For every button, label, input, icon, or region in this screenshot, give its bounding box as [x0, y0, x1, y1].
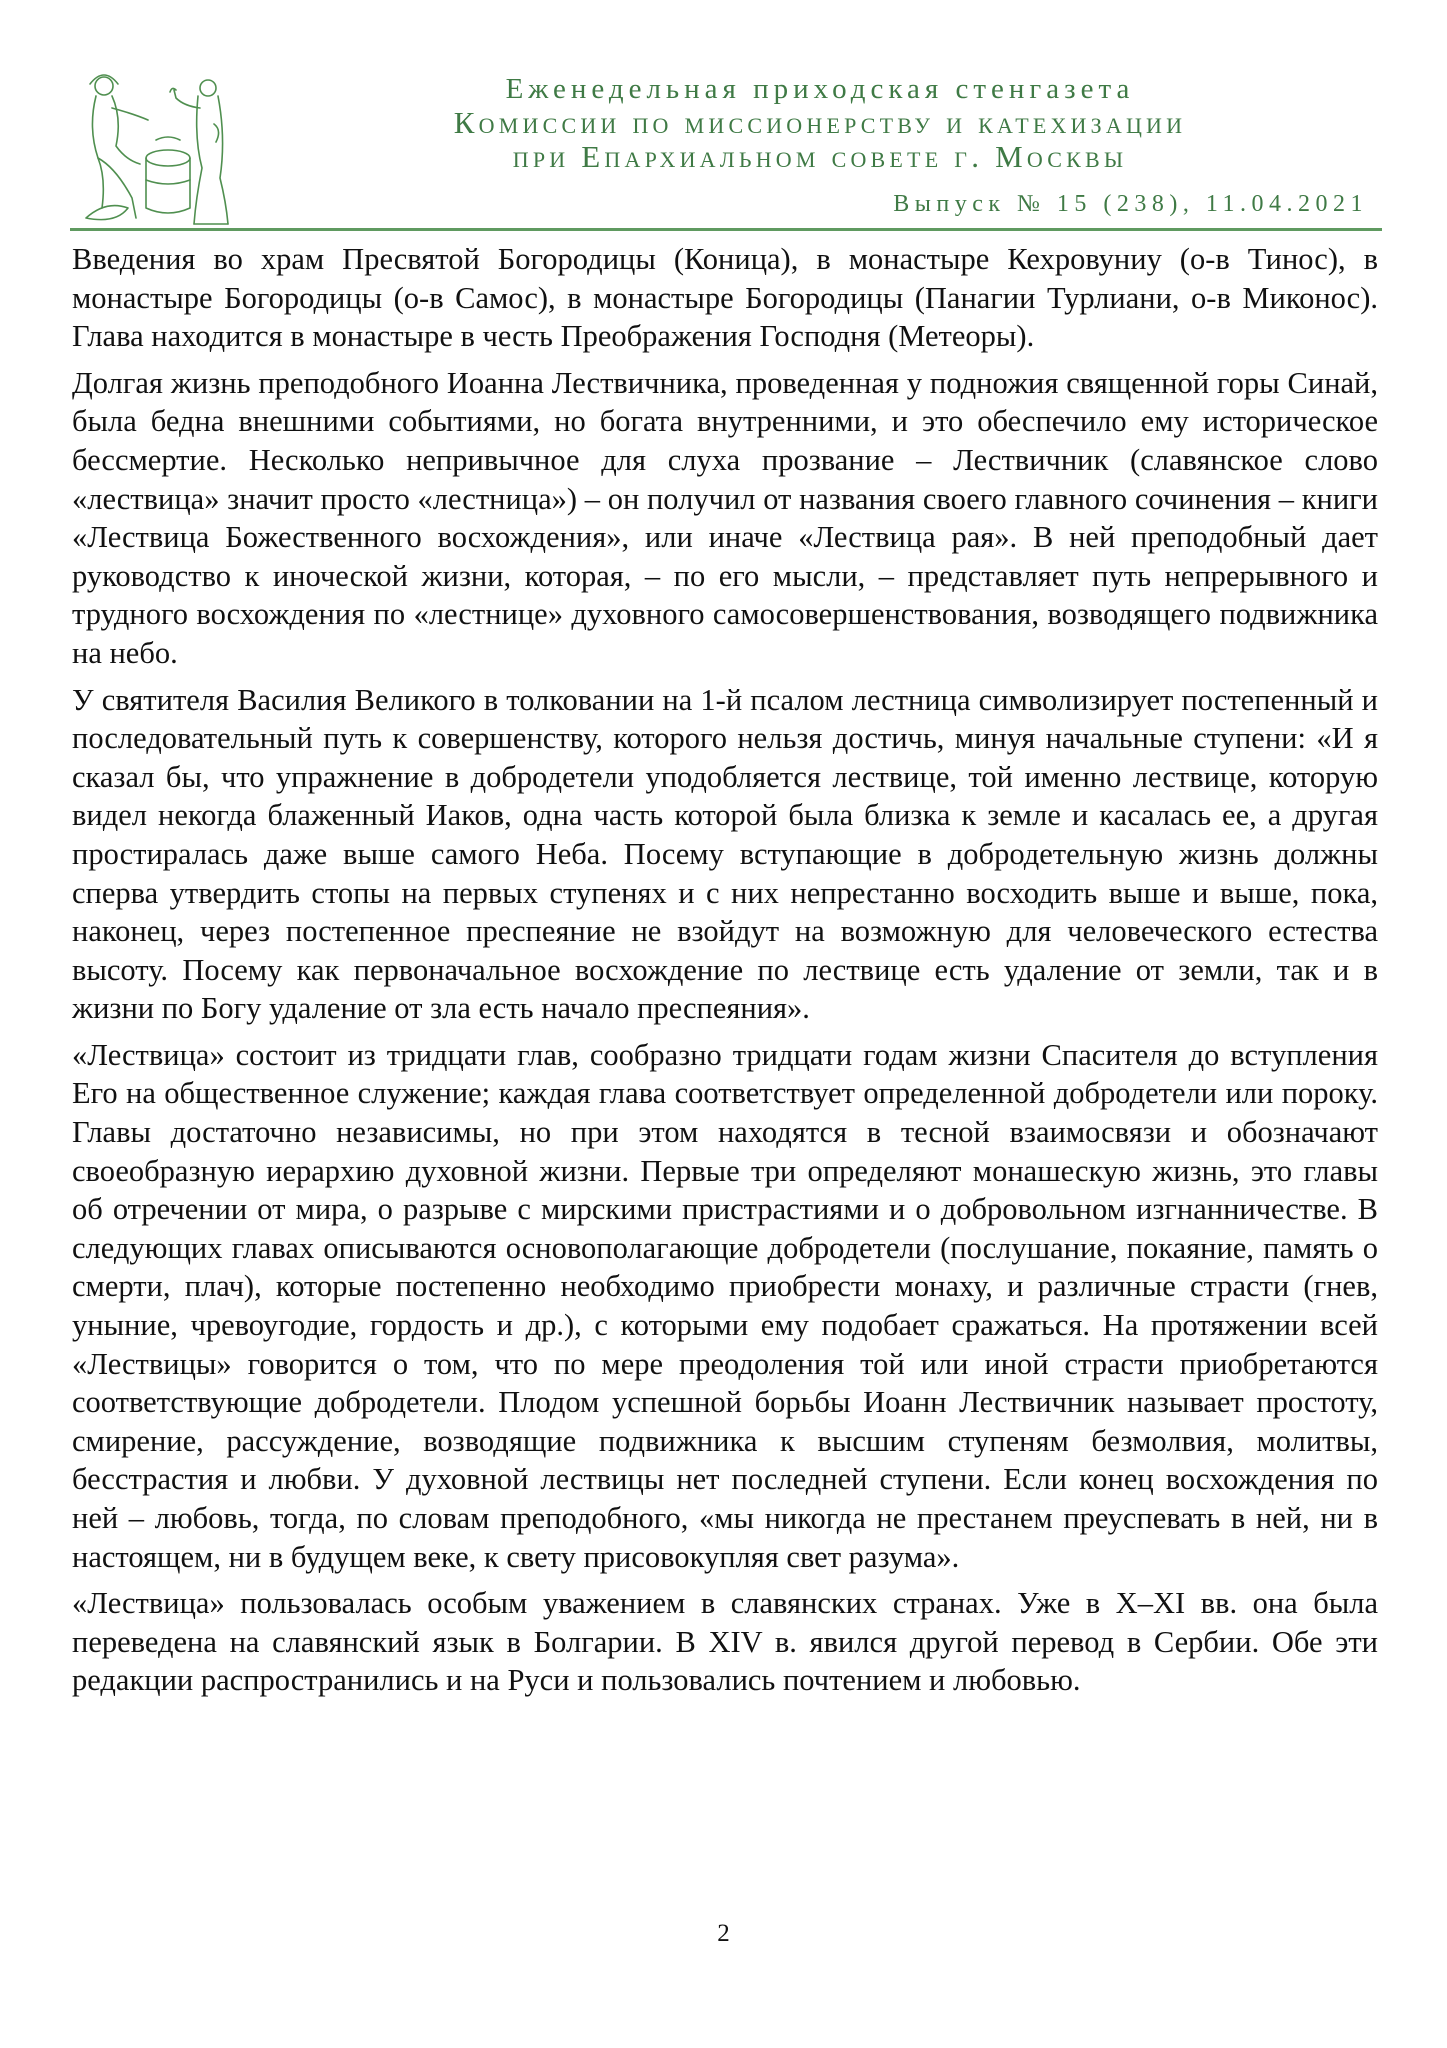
woman-at-the-well-logo-icon: [76, 68, 248, 228]
page-header: [70, 60, 1382, 230]
paragraph-5: «Лествица» пользовалась особым уважением в славянских странах. Уже в X–XI вв. она была переведена на славянский язык в Болгарии. В XIV в. явился другой перевод в Сербии. Обе эти редакции распространились и на Руси и пользовались почтением и любовью.: [72, 1586, 1378, 1698]
paragraph-4: «Лествица» состоит из тридцати глав, сообразно тридцати годам жизни Спасителя до вступления Его на общественное служение; каждая глава соответствует определенной добродетели или пороку. Главы достаточно независимы, но при этом находятся в тесной взаимосвязи и обозначают своеобразную иерархию духовной жизни. Первые три определяют монашескую жизнь, это главы об отречении от мира, о разрыве с мирскими пристрастиями и о добровольном изгнанничестве. В следующих главах описываются основополагающие добродетели (послушание, покаяние, память о смерти, плач), которые постепенно необходимо приобрести монаху, и различные страсти (гнев, уныние, чревоугодие, гордость и др.), с которыми ему подобает сражаться. На протяжении всей «Лествицы» говорится о том, что по мере преодоления той или иной страсти приобретаются соответствующие добродетели. Плодом успешной борьбы Иоанн Лествичник называет простоту, смирение, рассуждение, возводящие подвижника к высшим ступеням безмолвия, молитвы, бесстрастия и любви. У духовной лествицы нет последней ступени. Если конец восхождения по ней – любовь, тогда, по словам преподобного, «мы никогда не престанем преуспевать в ней, ни в настоящем, ни в будущем веке, к свету присовокупляя свет разума».: [72, 1037, 1378, 1574]
article-body: [72, 240, 1378, 1708]
paragraph-1: Введения во храм Пресвятой Богородицы (Коница), в монастыре Кехровуниу (о-в Тинос), в монастыре Богородицы (о-в Самос), в монастыре Богородицы (Панагии Турлиани, о-в Миконос). Глава находится в монастыре в честь Преображения Господня (Метеоры).: [72, 242, 1378, 354]
commission-name: Комиссии по миссионерству и катехизации: [453, 105, 1187, 140]
issue-number-date: Выпуск № 15 (238), 11.04.2021: [893, 191, 1368, 217]
header-divider: [70, 228, 1382, 231]
header-title-block: [300, 72, 1340, 174]
newspaper-subtitle: Еженедельная приходская стенгазета: [505, 73, 1135, 105]
paragraph-2: Долгая жизнь преподобного Иоанна Лествичника, проведенная у подножия священной горы Синай, была бедна внешними событиями, но богата внутренними, и это обеспечило ему историческое бессмертие. Несколько непривычное для слуха прозвание – Лествичник (славянское слово «лествица» значит просто «лестница») – он получил от названия своего главного сочинения – книги «Лествица Божественного восхождения», или иначе «Лествица рая». В ней преподобный дает руководство к иноческой жизни, которая, – по его мысли, – представляет путь непрерывного и трудного восхождения по «лестнице» духовного самосовершенствования, возводящего подвижника на небо.: [72, 365, 1378, 670]
page-number: 2: [717, 1920, 730, 1947]
paragraph-3: У святителя Василия Великого в толковании на 1-й псалом лестница символизирует постепенный и последовательный путь к совершенству, которого нельзя достичь, минуя начальные ступени: «И я сказал бы, что упражнение в добродетели уподобляется лествице, той именно лествице, которую видел некогда блаженный Иаков, одна часть которой была близка к земле и касалась ее, а другая простиралась даже выше самого Неба. Посему вступающие в добродетельную жизнь должны сперва утвердить стопы на первых ступенях и с них непрестанно восходить выше и выше, пока, наконец, через постепенное преспеяние не взойдут на возможную для человеческого естества высоту. Посему как первоначальное восхождение по лествице есть удаление от земли, так и в жизни по Богу удаление от зла есть начало преспеяния».: [72, 682, 1378, 1026]
diocesan-council-name: при Епархиальном совете г. Москвы: [512, 139, 1128, 174]
